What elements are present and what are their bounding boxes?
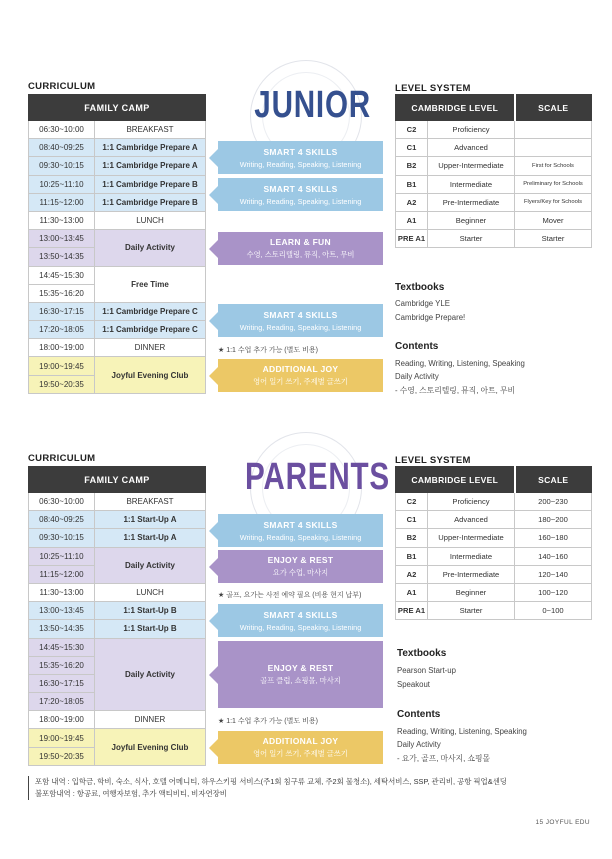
level-code: C2 [396, 493, 428, 511]
time-cell: 19:00~19:45 [29, 729, 95, 747]
time-cell: 19:00~19:45 [29, 357, 95, 375]
program-title: SMART 4 SKILLS [263, 146, 338, 157]
activity-cell: Joyful Evening Club [95, 729, 206, 765]
activity-cell: Joyful Evening Club [95, 357, 206, 393]
activity-cell: Daily Activity [95, 638, 206, 711]
parents-level-label: LEVEL SYSTEM [395, 455, 471, 466]
level-code: C1 [396, 139, 428, 157]
level-scale: 100~120 [515, 583, 592, 601]
time-cell: 11:15~12:00 [29, 193, 95, 211]
parents-curriculum-label: CURRICULUM [28, 453, 96, 464]
time-cell: 11:30~13:00 [29, 211, 95, 229]
level-name: Pre-Intermediate [428, 193, 515, 211]
level-scale: 140~160 [515, 547, 592, 565]
level-scale: Flyers/Key for Schools [515, 193, 592, 211]
activity-cell: LUNCH [95, 583, 206, 601]
junior-level-table [395, 94, 592, 248]
footer-excluded: 불포함내역 : 항공료, 여행자보험, 추가 액티비티, 비자연장비 [35, 789, 227, 798]
parents-table-header: FAMILY CAMP [29, 467, 206, 493]
parents-note: ★ 1:1 수업 추가 가능 (별도 비용) [218, 718, 318, 725]
level-name: Beginner [428, 583, 515, 601]
level-code: PRE A1 [396, 602, 428, 620]
level-scale: 160~180 [515, 529, 592, 547]
program-title: SMART 4 SKILLS [263, 519, 338, 530]
parents-golf-note: ★ 골프, 요가는 사전 예약 필요 (비용 현지 납부) [218, 592, 362, 599]
time-cell: 14:45~15:30 [29, 266, 95, 284]
time-cell: 13:00~13:45 [29, 602, 95, 620]
contents-item: Reading, Writing, Listening, Speaking [397, 727, 527, 736]
contents-item: Daily Activity [395, 372, 439, 381]
level-name: Intermediate [428, 175, 515, 193]
level-code: A2 [396, 565, 428, 583]
textbook-item: Cambridge YLE [395, 299, 450, 308]
time-cell: 18:00~19:00 [29, 339, 95, 357]
time-cell: 09:30~10:15 [29, 529, 95, 547]
program-title: SMART 4 SKILLS [263, 183, 338, 194]
time-cell: 13:50~14:35 [29, 620, 95, 638]
program-enjoy-and-rest [218, 550, 383, 583]
activity-cell: 1:1 Cambridge Prepare C [95, 302, 206, 320]
program-smart-4-skills [218, 304, 383, 337]
program-title: ENJOY & REST [267, 663, 334, 673]
program-enjoy-and-rest [218, 641, 383, 708]
textbook-item: Speakout [397, 680, 430, 689]
program-title: ENJOY & REST [267, 555, 334, 565]
time-cell: 08:40~09:25 [29, 139, 95, 157]
level-scale: First for Schools [515, 157, 592, 175]
level-scale: 180~200 [515, 511, 592, 529]
time-cell: 17:20~18:05 [29, 321, 95, 339]
program-title: SMART 4 SKILLS [263, 609, 338, 620]
time-cell: 10:25~11:10 [29, 547, 95, 565]
activity-cell: 1:1 Cambridge Prepare B [95, 175, 206, 193]
level-name: Proficiency [428, 493, 515, 511]
activity-cell: BREAKFAST [95, 121, 206, 139]
time-cell: 11:30~13:00 [29, 583, 95, 601]
level-name: Advanced [428, 139, 515, 157]
level-code: C2 [396, 121, 428, 139]
footer-included: 포함 내역 : 입학금, 학비, 숙소, 식사, 호텔 어메니티, 하우스키핑 서비스(주1회 침구류 교체, 주2회 물청소), 세탁서비스, SSP, 관리비, 공항 픽업&센딩 [35, 777, 507, 786]
junior-textbooks-title: Textbooks [395, 282, 445, 293]
footer-notes [28, 776, 507, 800]
time-cell: 16:30~17:15 [29, 674, 95, 692]
contents-item: - 수영, 스토리텔링, 뮤직, 아트, 무비 [395, 386, 516, 395]
time-cell: 09:30~10:15 [29, 157, 95, 175]
activity-cell: BREAKFAST [95, 493, 206, 511]
level-code: B2 [396, 157, 428, 175]
time-cell: 18:00~19:00 [29, 711, 95, 729]
level-code: B2 [396, 529, 428, 547]
level-code: A1 [396, 583, 428, 601]
activity-cell: 1:1 Cambridge Prepare C [95, 321, 206, 339]
scale-header: SCALE [515, 467, 592, 493]
junior-title: JUNIOR [254, 84, 371, 126]
parents-title: PARENTS [245, 456, 390, 498]
junior-note: ★ 1:1 수업 추가 가능 (별도 비용) [218, 347, 318, 354]
level-scale: Mover [515, 211, 592, 229]
program-subtitle: Writing, Reading, Speaking, Listening [239, 622, 362, 632]
level-scale [515, 121, 592, 139]
junior-level-label: LEVEL SYSTEM [395, 83, 471, 94]
program-subtitle: Writing, Reading, Speaking, Listening [239, 532, 362, 542]
program-title: ADDITIONAL JOY [262, 736, 339, 746]
program-smart-4-skills [218, 178, 383, 211]
level-name: Upper-Intermediate [428, 157, 515, 175]
level-scale: Preliminary for Schools [515, 175, 592, 193]
time-cell: 13:00~13:45 [29, 230, 95, 248]
level-name: Beginner [428, 211, 515, 229]
activity-cell: 1:1 Start-Up B [95, 602, 206, 620]
time-cell: 06:30~10:00 [29, 493, 95, 511]
parents-textbooks-title: Textbooks [397, 648, 447, 659]
level-scale: 120~140 [515, 565, 592, 583]
level-scale [515, 139, 592, 157]
level-scale: 200~230 [515, 493, 592, 511]
program-subtitle: 수영, 스토리텔링, 뮤직, 아트, 무비 [246, 250, 355, 259]
level-name: Advanced [428, 511, 515, 529]
junior-curriculum-label: CURRICULUM [28, 81, 96, 92]
program-additional-joy [218, 359, 383, 392]
program-smart-4-skills [218, 514, 383, 547]
activity-cell: DINNER [95, 711, 206, 729]
level-code: PRE A1 [396, 230, 428, 248]
page-number: 15 JOYFUL EDU [535, 819, 590, 826]
program-title: ADDITIONAL JOY [262, 364, 339, 374]
program-subtitle: 요가 수업, 마사지 [272, 568, 329, 577]
time-cell: 15:35~16:20 [29, 284, 95, 302]
time-cell: 11:15~12:00 [29, 565, 95, 583]
time-cell: 16:30~17:15 [29, 302, 95, 320]
level-code: A2 [396, 193, 428, 211]
time-cell: 10:25~11:10 [29, 175, 95, 193]
time-cell: 19:50~20:35 [29, 747, 95, 765]
level-name: Proficiency [428, 121, 515, 139]
textbook-item: Pearson Start-up [397, 666, 456, 675]
time-cell: 19:50~20:35 [29, 375, 95, 393]
program-additional-joy [218, 731, 383, 764]
program-subtitle: 영어 일기 쓰기, 주제별 글쓰기 [253, 749, 348, 758]
level-code: A1 [396, 211, 428, 229]
activity-cell: Free Time [95, 266, 206, 302]
scale-header: SCALE [515, 95, 592, 121]
program-subtitle: Writing, Reading, Speaking, Listening [239, 159, 362, 169]
junior-schedule-table [28, 94, 206, 394]
time-cell: 06:30~10:00 [29, 121, 95, 139]
junior-table-header: FAMILY CAMP [29, 95, 206, 121]
level-name: Starter [428, 230, 515, 248]
activity-cell: LUNCH [95, 211, 206, 229]
activity-cell: 1:1 Start-Up A [95, 529, 206, 547]
program-subtitle: 영어 일기 쓰기, 주제별 글쓰기 [253, 377, 348, 386]
level-scale: 0~100 [515, 602, 592, 620]
level-header: CAMBRIDGE LEVEL [396, 95, 515, 121]
time-cell: 14:45~15:30 [29, 638, 95, 656]
parents-schedule-table [28, 466, 206, 766]
junior-contents-title: Contents [395, 341, 439, 352]
activity-cell: Daily Activity [95, 230, 206, 266]
activity-cell: Daily Activity [95, 547, 206, 583]
program-learn-and-fun [218, 232, 383, 265]
program-smart-4-skills [218, 141, 383, 174]
level-code: B1 [396, 547, 428, 565]
program-smart-4-skills [218, 604, 383, 637]
activity-cell: 1:1 Cambridge Prepare B [95, 193, 206, 211]
time-cell: 17:20~18:05 [29, 693, 95, 711]
activity-cell: 1:1 Cambridge Prepare A [95, 139, 206, 157]
contents-item: Reading, Writing, Listening, Speaking [395, 359, 525, 368]
level-scale: Starter [515, 230, 592, 248]
program-subtitle: 골프 클럽, 쇼핑몰, 마사지 [260, 676, 341, 685]
program-subtitle: Writing, Reading, Speaking, Listening [239, 322, 362, 332]
level-code: C1 [396, 511, 428, 529]
level-header: CAMBRIDGE LEVEL [396, 467, 515, 493]
activity-cell: 1:1 Start-Up A [95, 511, 206, 529]
parents-contents-title: Contents [397, 709, 441, 720]
level-name: Starter [428, 602, 515, 620]
level-name: Intermediate [428, 547, 515, 565]
time-cell: 08:40~09:25 [29, 511, 95, 529]
level-name: Upper-Intermediate [428, 529, 515, 547]
level-code: B1 [396, 175, 428, 193]
time-cell: 13:50~14:35 [29, 248, 95, 266]
activity-cell: 1:1 Cambridge Prepare A [95, 157, 206, 175]
program-title: SMART 4 SKILLS [263, 309, 338, 320]
level-name: Pre-Intermediate [428, 565, 515, 583]
activity-cell: DINNER [95, 339, 206, 357]
contents-item: Daily Activity [397, 740, 441, 749]
program-title: LEARN & FUN [270, 237, 331, 247]
textbook-item: Cambridge Prepare! [395, 313, 466, 322]
activity-cell: 1:1 Start-Up B [95, 620, 206, 638]
time-cell: 15:35~16:20 [29, 656, 95, 674]
contents-item: - 요가, 골프, 마사지, 쇼핑몰 [397, 754, 491, 763]
parents-level-table [395, 466, 592, 620]
program-subtitle: Writing, Reading, Speaking, Listening [239, 196, 362, 206]
